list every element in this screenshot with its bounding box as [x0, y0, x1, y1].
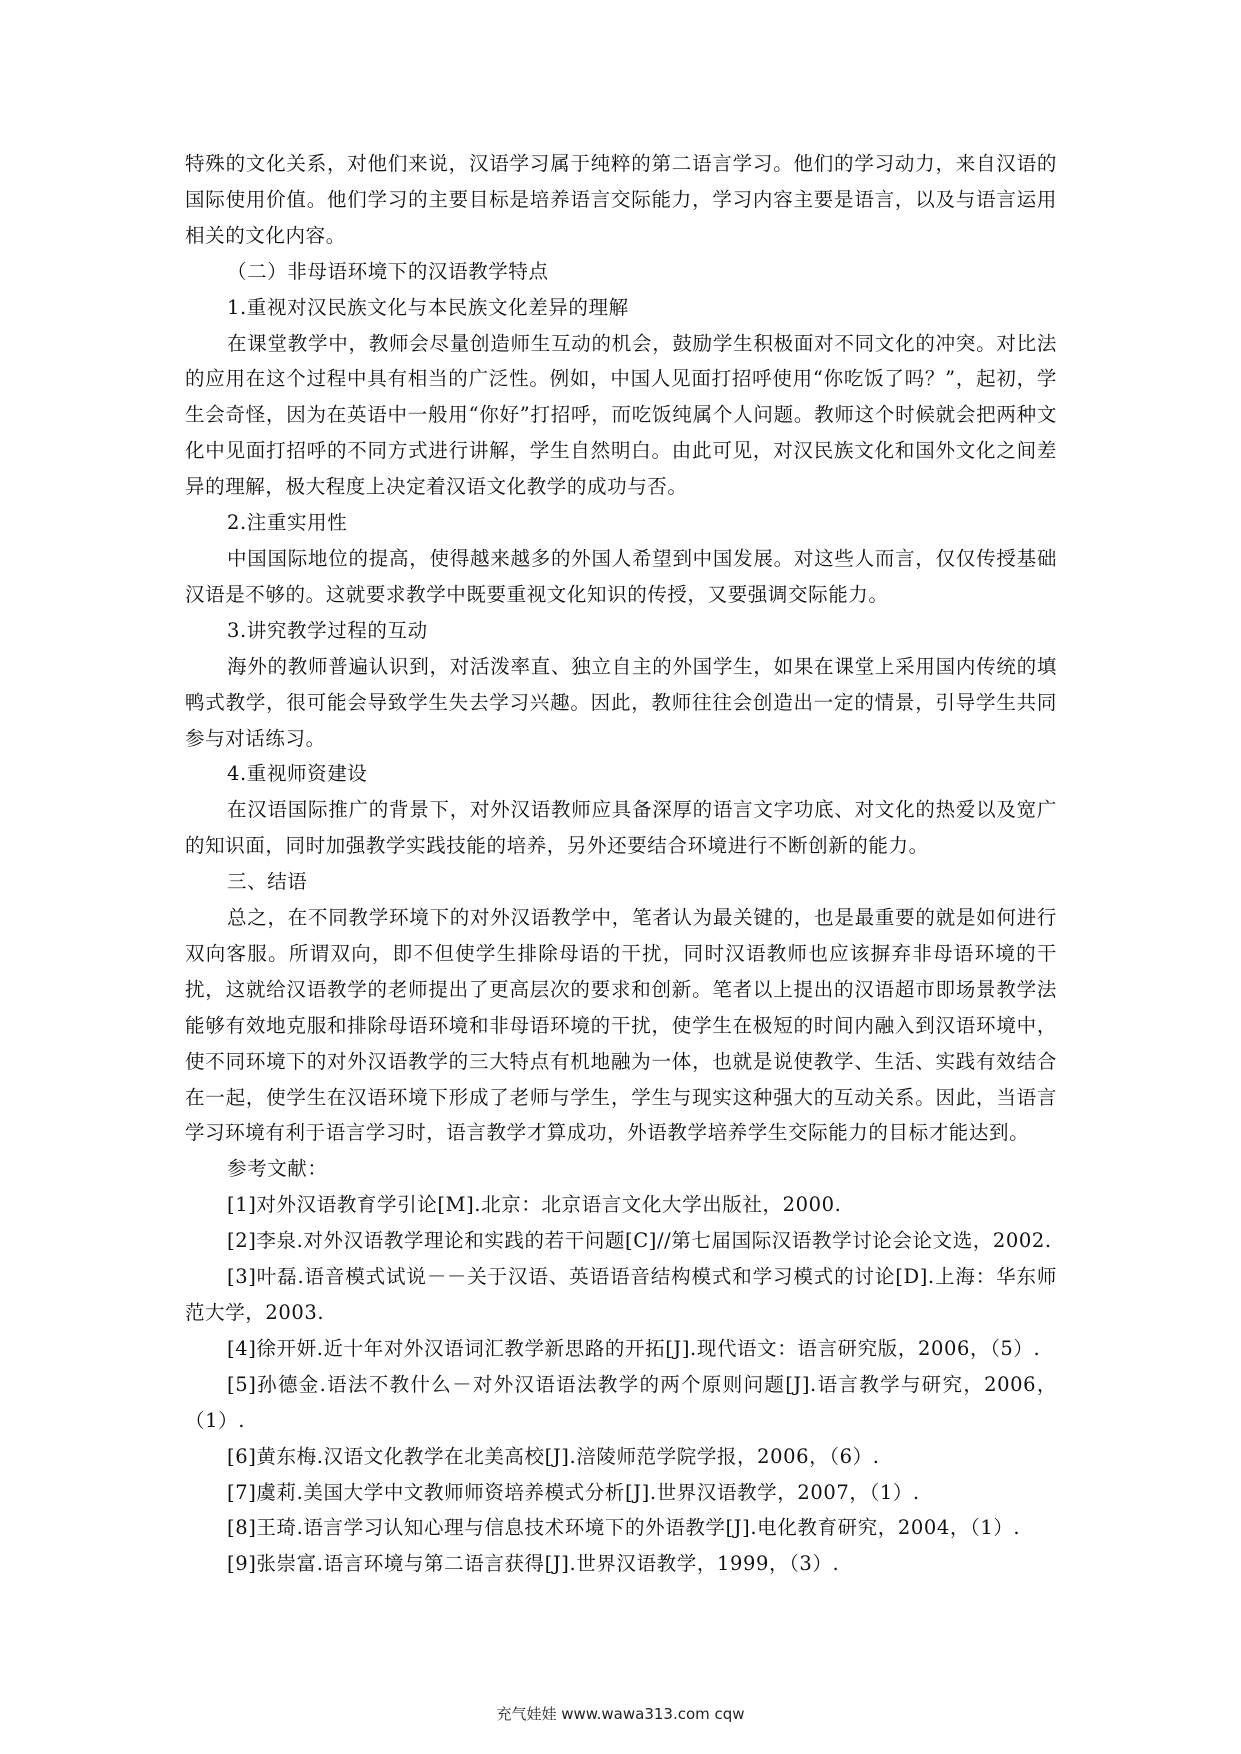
reference-item: [3]叶磊.语音模式试说－－关于汉语、英语语音结构模式和学习模式的讨论[D].上海：华东师范大学，2003.: [185, 1265, 1057, 1324]
subheading-cultural-differences: 1.重视对汉民族文化与本民族文化差异的理解: [227, 295, 629, 319]
subheading-interaction: 3.讲究教学过程的互动: [227, 618, 428, 642]
paragraph-interaction: 海外的教师普遍认识到，对活泼率直、独立自主的外国学生，如果在课堂上采用国内传统的填鸭式教学，很可能会导致学生失去学习兴趣。因此，教师往往会创造出一定的情景，引导学生共同参与对话练习。: [185, 654, 1057, 750]
section-heading-conclusion: 三、结语: [227, 870, 308, 894]
reference-item: [6]黄东梅.汉语文化教学在北美高校[J].涪陵师范学院学报，2006，（6）.: [227, 1444, 880, 1468]
reference-item: [7]虞莉.美国大学中文教师师资培养模式分析[J].世界汉语教学，2007，（1）.: [227, 1480, 920, 1504]
article-body: [185, 146, 1057, 1582]
reference-item: [1]对外汉语教育学引论[M].北京：北京语言文化大学出版社，2000.: [227, 1193, 842, 1217]
paragraph-teacher-training: 在汉语国际推广的背景下，对外汉语教师应具备深厚的语言文字功底、对文化的热爱以及宽广的知识面，同时加强教学实践技能的培养，另外还要结合环境进行不断创新的能力。: [185, 798, 1057, 858]
paragraph-intro: 特殊的文化关系，对他们来说，汉语学习属于纯粹的第二语言学习。他们的学习动力，来自汉语的国际使用价值。他们学习的主要目标是培养语言交际能力，学习内容主要是语言，以及与语言运用相关的文化内容。: [185, 152, 1057, 247]
paragraph-cultural-differences: 在课堂教学中，教师会尽量创造师生互动的机会，鼓励学生积极面对不同文化的冲突。对比法的应用在这个过程中具有相当的广泛性。例如，中国人见面打招呼使用“你吃饭了吗？”，起初，学生会奇怪，因为在英语中一般用“你好”打招呼，而吃饭纯属个人问题。教师这个时候就会把两种文化中见面打招呼的不同方式进行讲解，学生自然明白。由此可见，对汉民族文化和国外文化之间差异的理解，极大程度上决定着汉语文化教学的成功与否。: [185, 331, 1057, 499]
reference-item: [8]王琦.语言学习认知心理与信息技术环境下的外语教学[J].电化教育研究，2004，（1）.: [227, 1516, 1021, 1540]
subheading-teacher-training: 4.重视师资建设: [227, 762, 368, 786]
page-footer: 充气娃娃 www.wawa313.com cqw: [496, 1705, 745, 1723]
reference-item: [2]李泉.对外汉语教学理论和实践的若干问题[C]//第七届国际汉语教学讨论会论文选，2002.: [227, 1229, 1052, 1253]
paragraph-conclusion: 总之，在不同教学环境下的对外汉语教学中，笔者认为最关键的，也是最重要的就是如何进行双向客服。所谓双向，即不但使学生排除母语的干扰，同时汉语教师也应该摒弃非母语环境的干扰，这就给汉语教学的老师提出了更高层次的要求和创新。笔者以上提出的汉语超市即场景教学法能够有效地克服和排除母语环境和非母语环境的干扰，使学生在极短的时间内融入到汉语环境中，使不同环境下的对外汉语教学的三大特点有机地融为一体，也就是说使教学、生活、实践有效结合在一起，使学生在汉语环境下形成了老师与学生，学生与现实这种强大的互动关系。因此，当语言学习环境有利于语言学习时，语言教学才算成功，外语教学培养学生交际能力的目标才能达到。: [185, 906, 1057, 1145]
paragraph-practicality: 中国国际地位的提高，使得越来越多的外国人希望到中国发展。对这些人而言，仅仅传授基础汉语是不够的。这就要求教学中既要重视文化知识的传授，又要强调交际能力。: [185, 546, 1057, 606]
reference-item: [4]徐开妍.近十年对外汉语词汇教学新思路的开拓[J].现代语文：语言研究版，2006，（5）.: [227, 1336, 1041, 1360]
references-heading: 参考文献：: [227, 1157, 328, 1181]
section-heading-non-native-environment: （二）非母语环境下的汉语教学特点: [227, 259, 549, 283]
subheading-practicality: 2.注重实用性: [227, 511, 348, 535]
reference-item: [5]孙德金.语法不教什么－对外汉语语法教学的两个原则问题[J].语言教学与研究，2006，（1）.: [185, 1372, 1057, 1432]
reference-item: [9]张崇富.语言环境与第二语言获得[J].世界汉语教学，1999，（3）.: [227, 1552, 840, 1576]
